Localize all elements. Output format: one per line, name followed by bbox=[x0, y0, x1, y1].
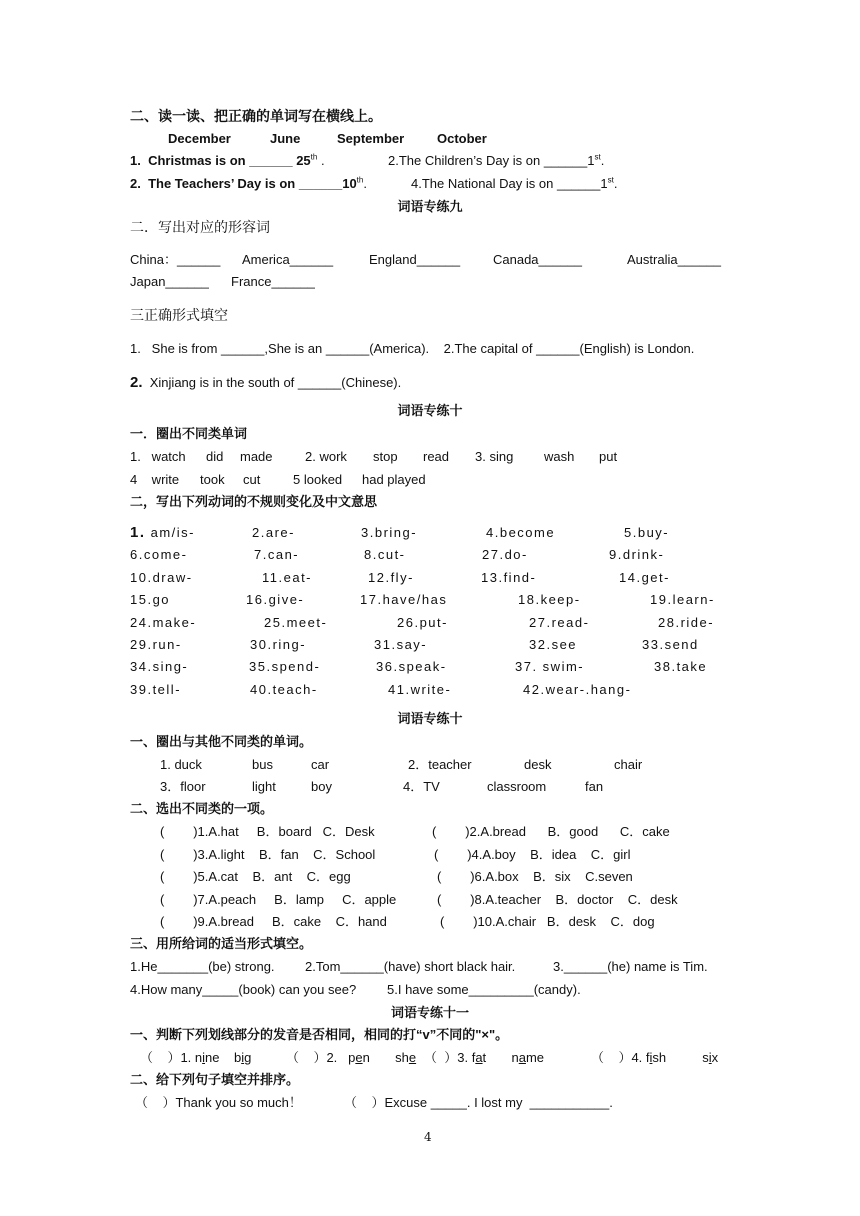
verb-item: 40.teach- bbox=[250, 682, 318, 697]
judge-item: （ ）4. fish six bbox=[591, 1050, 719, 1065]
unit9-title: 词语专练九 bbox=[397, 199, 463, 214]
verb-item: 14.get- bbox=[619, 570, 670, 585]
verb-item: 3.bring- bbox=[361, 525, 418, 540]
verb-item: 26.put- bbox=[397, 615, 448, 630]
choice-item: ( )2.A.bread B．good C．cake bbox=[432, 824, 670, 839]
judge-item: （ ）1. nine big bbox=[140, 1050, 252, 1065]
verb-item: 8.cut- bbox=[364, 547, 406, 562]
verb-item: 9.drink- bbox=[609, 547, 665, 562]
verb-item: 12.fly- bbox=[368, 570, 414, 585]
verb-item: 15.go bbox=[130, 592, 171, 607]
adjective-section-title: 二．写出对应的形容词 bbox=[130, 219, 270, 235]
verb-item: 5.buy- bbox=[624, 525, 670, 540]
month-word-2: June bbox=[270, 131, 301, 146]
form-section-title: 三正确形式填空 bbox=[130, 307, 228, 323]
unit10-title-repeat: 词语专练十 bbox=[397, 711, 463, 726]
circle-word: 5 looked bbox=[293, 472, 343, 487]
word-item: classroom bbox=[487, 779, 547, 794]
judge-item: （ ）3. fat name bbox=[424, 1050, 544, 1065]
unit11-title: 词语专练十一 bbox=[390, 1005, 469, 1020]
choice-item: ( )9.A.bread B．cake C．hand bbox=[160, 914, 387, 929]
fill-item: 5.I have some_________(candy). bbox=[387, 982, 581, 997]
word-item: car bbox=[311, 757, 330, 772]
choice-item: ( )7.A.peach B．lamp C．apple bbox=[160, 892, 397, 907]
adjective-item: America______ bbox=[242, 252, 334, 267]
circle-word: made bbox=[240, 449, 273, 464]
word-item: boy bbox=[311, 779, 332, 794]
circle-word: wash bbox=[544, 449, 575, 464]
verb-item: 7.can- bbox=[254, 547, 300, 562]
order-section-title: 二、给下列句子填空并排序。 bbox=[130, 1072, 300, 1087]
circle-word: 2. work bbox=[305, 449, 347, 464]
judge-item: （ ）2. pen she bbox=[286, 1050, 417, 1065]
circle-word: had played bbox=[362, 472, 426, 487]
section-title-read-write: 二、读一读、把正确的单词写在横线上。 bbox=[130, 108, 382, 124]
choice-item: ( )1.A.hat B．board C．Desk bbox=[160, 824, 375, 839]
form-question-2: 2. Xinjiang is in the south of ______(Chinese). bbox=[130, 374, 402, 391]
circle-word: 4 write bbox=[130, 472, 180, 487]
circle-word: 3. sing bbox=[475, 449, 514, 464]
adjective-item: Canada______ bbox=[493, 252, 582, 267]
fill-item: 1.He_______(be) strong. bbox=[130, 959, 275, 974]
page-number: 4 bbox=[424, 1130, 432, 1144]
verb-item: 27.do- bbox=[482, 547, 528, 562]
circle-section-title: 一．圈出不同类单词 bbox=[130, 426, 248, 441]
verb-item: 25.meet- bbox=[264, 615, 328, 630]
verb-item: 30.ring- bbox=[250, 637, 307, 652]
verb-item: 27.read- bbox=[529, 615, 590, 630]
order-sentence: （ ）Thank you so much！ bbox=[135, 1095, 302, 1110]
adjective-item: China：______ bbox=[130, 252, 221, 267]
word-item: light bbox=[252, 779, 276, 794]
verb-item: 42.wear-.hang- bbox=[523, 682, 632, 697]
verb-item: 1. am/is- bbox=[130, 524, 196, 541]
verb-item: 28.ride- bbox=[658, 615, 715, 630]
adjective-item: France______ bbox=[231, 274, 315, 289]
circle-word: cut bbox=[243, 472, 261, 487]
verb-item: 19.learn- bbox=[650, 592, 715, 607]
circle-word: stop bbox=[373, 449, 398, 464]
judge-section-title: 一、判断下列划线部分的发音是否相同，相同的打“v”不同的"×"。 bbox=[130, 1027, 509, 1042]
month-word-3: September bbox=[337, 131, 405, 146]
choice-item: ( )5.A.cat B．ant C．egg bbox=[160, 869, 351, 884]
fill-section-title: 三、用所给词的适当形式填空。 bbox=[130, 936, 313, 951]
verb-item: 41.write- bbox=[388, 682, 452, 697]
unit10-title: 词语专练十 bbox=[397, 403, 463, 418]
circle-word: took bbox=[200, 472, 225, 487]
form-question-1: 1. She is from ______,She is an ______(America). 2.The capital of ______(English) is London. bbox=[130, 341, 695, 356]
verb-item: 32.see bbox=[529, 637, 578, 652]
verb-item: 13.find- bbox=[481, 570, 537, 585]
circle-word: did bbox=[206, 449, 224, 464]
adjective-item: Australia______ bbox=[627, 252, 721, 267]
verb-item: 29.run- bbox=[130, 637, 182, 652]
verb-item: 36.speak- bbox=[376, 659, 447, 674]
verb-item: 34.sing- bbox=[130, 659, 189, 674]
verb-item: 18.keep- bbox=[518, 592, 581, 607]
question-3: 2. The Teachers’ Day is on ______10th. bbox=[130, 175, 367, 191]
verb-item: 37. swim- bbox=[515, 659, 585, 674]
order-sentence: （ ）Excuse _____. I lost my ___________. bbox=[344, 1095, 613, 1110]
circle-word: put bbox=[599, 449, 618, 464]
choice-item: ( )3.A.light B．fan C．School bbox=[160, 847, 376, 862]
adjective-item: Japan______ bbox=[130, 274, 209, 289]
word-item: 3．floor bbox=[160, 779, 206, 794]
word-item: fan bbox=[585, 779, 604, 794]
verbs-section-title: 二，写出下列动词的不规则变化及中文意思 bbox=[130, 494, 378, 509]
verb-text: am/is- bbox=[145, 525, 196, 540]
circle-different-title: 一、圈出与其他不同类的单词。 bbox=[130, 734, 313, 749]
verb-item: 6.come- bbox=[130, 547, 188, 562]
choice-item: ( )10.A.chair B．desk C．dog bbox=[440, 914, 655, 929]
adjective-item: England______ bbox=[369, 252, 461, 267]
choose-section-title: 二、选出不同类的一项。 bbox=[130, 801, 274, 816]
word-item: bus bbox=[252, 757, 273, 772]
question-2: 2.The Children’s Day is on ______1st. bbox=[388, 152, 605, 168]
verb-item: 24.make- bbox=[130, 615, 197, 630]
circle-word: read bbox=[423, 449, 450, 464]
word-item: 2．teacher bbox=[408, 757, 472, 772]
choice-item: ( )6.A.box B．six C.seven bbox=[437, 869, 633, 884]
verb-item: 17.have/has bbox=[360, 592, 448, 607]
question-4: 4.The National Day is on ______1st. bbox=[411, 175, 618, 191]
verb-item: 35.spend- bbox=[249, 659, 321, 674]
verb-item: 31.say- bbox=[374, 637, 428, 652]
month-word-1: December bbox=[168, 131, 231, 146]
verb-item: 16.give- bbox=[246, 592, 305, 607]
fill-item: 2.Tom______(have) short black hair. bbox=[305, 959, 516, 974]
word-item: 4．TV bbox=[403, 779, 440, 794]
verb-item: 39.tell- bbox=[130, 682, 182, 697]
circle-word: 1. watch bbox=[130, 449, 186, 464]
fill-item: 4.How many_____(book) can you see? bbox=[130, 982, 357, 997]
verb-item: 33.send bbox=[642, 637, 699, 652]
word-item: chair bbox=[614, 757, 643, 772]
fill-item: 3.______(he) name is Tim. bbox=[553, 959, 708, 974]
verb-item: 2.are- bbox=[252, 525, 295, 540]
word-item: desk bbox=[524, 757, 552, 772]
verb-item: 11.eat- bbox=[262, 570, 313, 585]
month-word-4: October bbox=[437, 131, 487, 146]
verb-item: 10.draw- bbox=[130, 570, 193, 585]
question-1: 1. Christmas is on ______ 25th . bbox=[130, 152, 325, 168]
verb-item: 4.become bbox=[486, 525, 556, 540]
choice-item: ( )8.A.teacher B．doctor C．desk bbox=[437, 892, 678, 907]
word-item: 1. duck bbox=[160, 757, 202, 772]
choice-item: ( )4.A.boy B．idea C．girl bbox=[434, 847, 631, 862]
verb-item: 38.take bbox=[654, 659, 708, 674]
